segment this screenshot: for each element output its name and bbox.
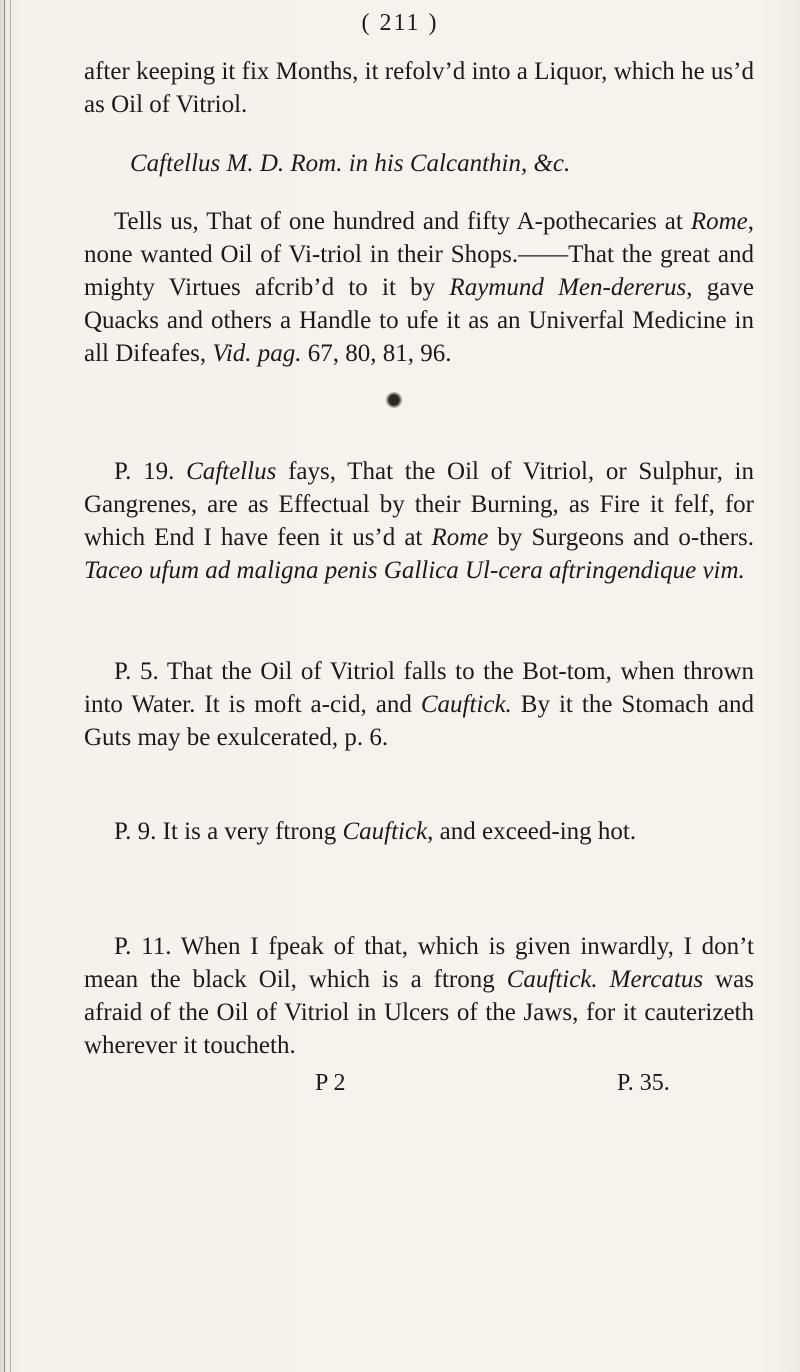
place-rome: Rome — [690, 208, 748, 235]
term-caustick: Cauftick. — [506, 966, 598, 993]
text-run: 67, 80, 81, 96. — [301, 340, 452, 367]
text-run: By it the Stomach and Guts may be exulcerated, p. 6. — [84, 691, 754, 751]
ink-blot — [385, 392, 403, 408]
gutter-edge-inner — [10, 0, 11, 1372]
text-run: was afraid of the Oil of Vitriol in Ulcers of the Jaws, for it cauterizeth wherever it toucheth. — [84, 966, 754, 1059]
citation-line: Caftellus M. D. Rom. in his Calcanthin, &c. — [130, 150, 571, 177]
person-raymund: Raymund Men-dererus — [449, 274, 687, 301]
signature-mark: P 2 — [315, 1070, 346, 1096]
paragraph-p5 — [84, 655, 754, 754]
term-caustick: Cauftick — [342, 818, 428, 845]
person-mercatus: Mercatus — [609, 966, 704, 993]
paragraph-p19 — [84, 455, 754, 587]
text-run: , gave Quacks and others a Handle to ufe it as an Univerfal Medicine in all Difeafes, — [84, 274, 754, 367]
text-run: P. 9. It is a very ftrong — [114, 818, 343, 845]
text-run: P. 11. When I fpeak of that, which is given inwardly, I don’t mean the black Oil, which is a ftrong — [84, 933, 754, 993]
person-castellus: Caftellus — [186, 458, 277, 485]
text-run: Tells us, That of one hundred and fifty A-pothecaries at — [114, 208, 691, 235]
text-run: P. 19. — [114, 458, 187, 485]
text-run: P. 5. That the Oil of Vitriol falls to the Bot-tom, when thrown into Water. It is moft a-cid, and — [84, 658, 754, 718]
place-rome: Rome — [431, 524, 489, 551]
term-caustick: Cauftick. — [420, 691, 512, 718]
latin-quote: Taceo ufum ad maligna penis Gallica Ul-cera aftringendique vim. — [84, 557, 745, 584]
text-run — [598, 966, 610, 993]
page-footer — [0, 1070, 800, 1110]
text-run: , and exceed-ing hot. — [427, 818, 637, 845]
catchword: P. 35. — [617, 1070, 670, 1096]
text-run: , none wanted Oil of Vi-triol in their Shops.——That the great and mighty Virtues afcrib’d to it by — [84, 208, 754, 301]
page-number-header: ( 211 ) — [361, 10, 439, 36]
paragraph-p9 — [84, 815, 754, 848]
paragraph-p11 — [84, 930, 754, 1062]
gutter-edge — [4, 0, 5, 1372]
paragraph-castellus-tells — [84, 205, 754, 370]
text-run: by Surgeons and o-thers. — [488, 524, 755, 551]
paragraph-opening: after keeping it fix Months, it refolv’d into a Liquor, which he us’d as Oil of Vitriol. — [84, 58, 754, 118]
reference-vid: Vid. pag. — [212, 340, 302, 367]
text-run: fays, That the Oil of Vitriol, or Sulphur, in Gangrenes, are as Effectual by their Burning, as Fire it felf, for which End I have feen it us’d at — [84, 458, 754, 551]
